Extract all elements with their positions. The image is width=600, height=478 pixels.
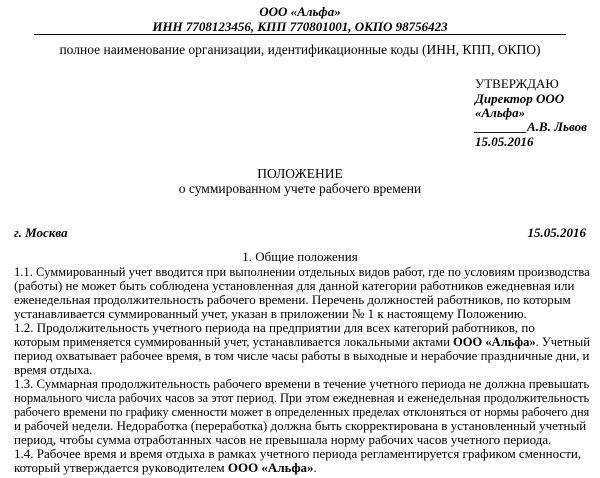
body-text: которым применяется суммированный учет, устанавливается локальными актами (14, 335, 454, 349)
signature-blank: ________ (475, 119, 527, 134)
approval-position-line2: «Альфа» (475, 105, 526, 120)
org-inline: ООО «Альфа» (227, 460, 314, 475)
org-inline: ООО «Альфа» (453, 335, 536, 349)
body-line: период охватывает рабочее время, в том числе часы работы в выходные и нерабочие праздничные дни, и (14, 349, 590, 363)
document-title: ПОЛОЖЕНИЕ (257, 166, 343, 181)
header-caption: полное наименование организации, идентификационные коды (ИНН, КПП, ОКПО) (59, 42, 541, 57)
body-text: . Учетный (535, 335, 590, 349)
body-text: . (313, 460, 317, 475)
approval-date: 15.05.2016 (475, 134, 534, 149)
body-line: рабочего времени по графику сменности может в определенных пределах отклоняться от нормы рабочего дня (14, 405, 590, 419)
approval-position-line1: Директор ООО (475, 91, 565, 106)
body-line (14, 335, 590, 349)
body-line: нормального числа рабочих часов за этот период. При этом ежедневная и еженедельная продолжительность (14, 391, 590, 405)
approval-signature (475, 120, 587, 135)
body-line: время отдыха. (14, 362, 93, 377)
body-line (14, 461, 317, 475)
body-line: период, чтобы сумма отработанных часов не превышала норму рабочих часов учетного периода. (14, 432, 552, 447)
section-heading: 1. Общие положения (242, 249, 358, 264)
document-subtitle: о суммированном учете рабочего времени (178, 181, 422, 196)
body-line: еженедельная продолжительность рабочего времени. Перечень должностей работников, по которым (14, 292, 571, 307)
body-line: устанавливается суммированный учет, указан в приложении № 1 к настоящему Положению. (14, 306, 527, 321)
org-name: ООО «Альфа» (259, 4, 341, 19)
body-line: 1.2. Продолжительность учетного периода на предприятии для всех категорий работников, по (14, 320, 535, 335)
body-text: который утверждается руководителем (14, 460, 228, 475)
body-line: 1.1. Суммированный учет вводится при выполнении отдельных видов работ, где по условиям производства (14, 265, 590, 279)
signer-name: А.В. Львов (527, 119, 587, 134)
place-city: г. Москва (14, 225, 68, 240)
header-divider (34, 34, 566, 35)
org-codes: ИНН 7708123456, КПП 770801001, ОКПО 98756423 (152, 19, 448, 34)
place-date: 15.05.2016 (527, 225, 586, 240)
body-line: 1.4. Рабочее время и время отдыха в рамках учетного периода регламентируется графиком сменности, (14, 446, 582, 461)
body-line: 1.3. Суммарная продолжительность рабочего времени в течение учетного периода не должна превышать (14, 377, 590, 391)
body-line: и рабочей недели. Недоработка (переработка) должна быть скорректирована в установленный учетный (14, 418, 587, 433)
approval-label: УТВЕРЖДАЮ (475, 76, 559, 91)
body-line: (работы) не может быть соблюдена установленная для данной категории работников ежедневная или (14, 278, 575, 293)
